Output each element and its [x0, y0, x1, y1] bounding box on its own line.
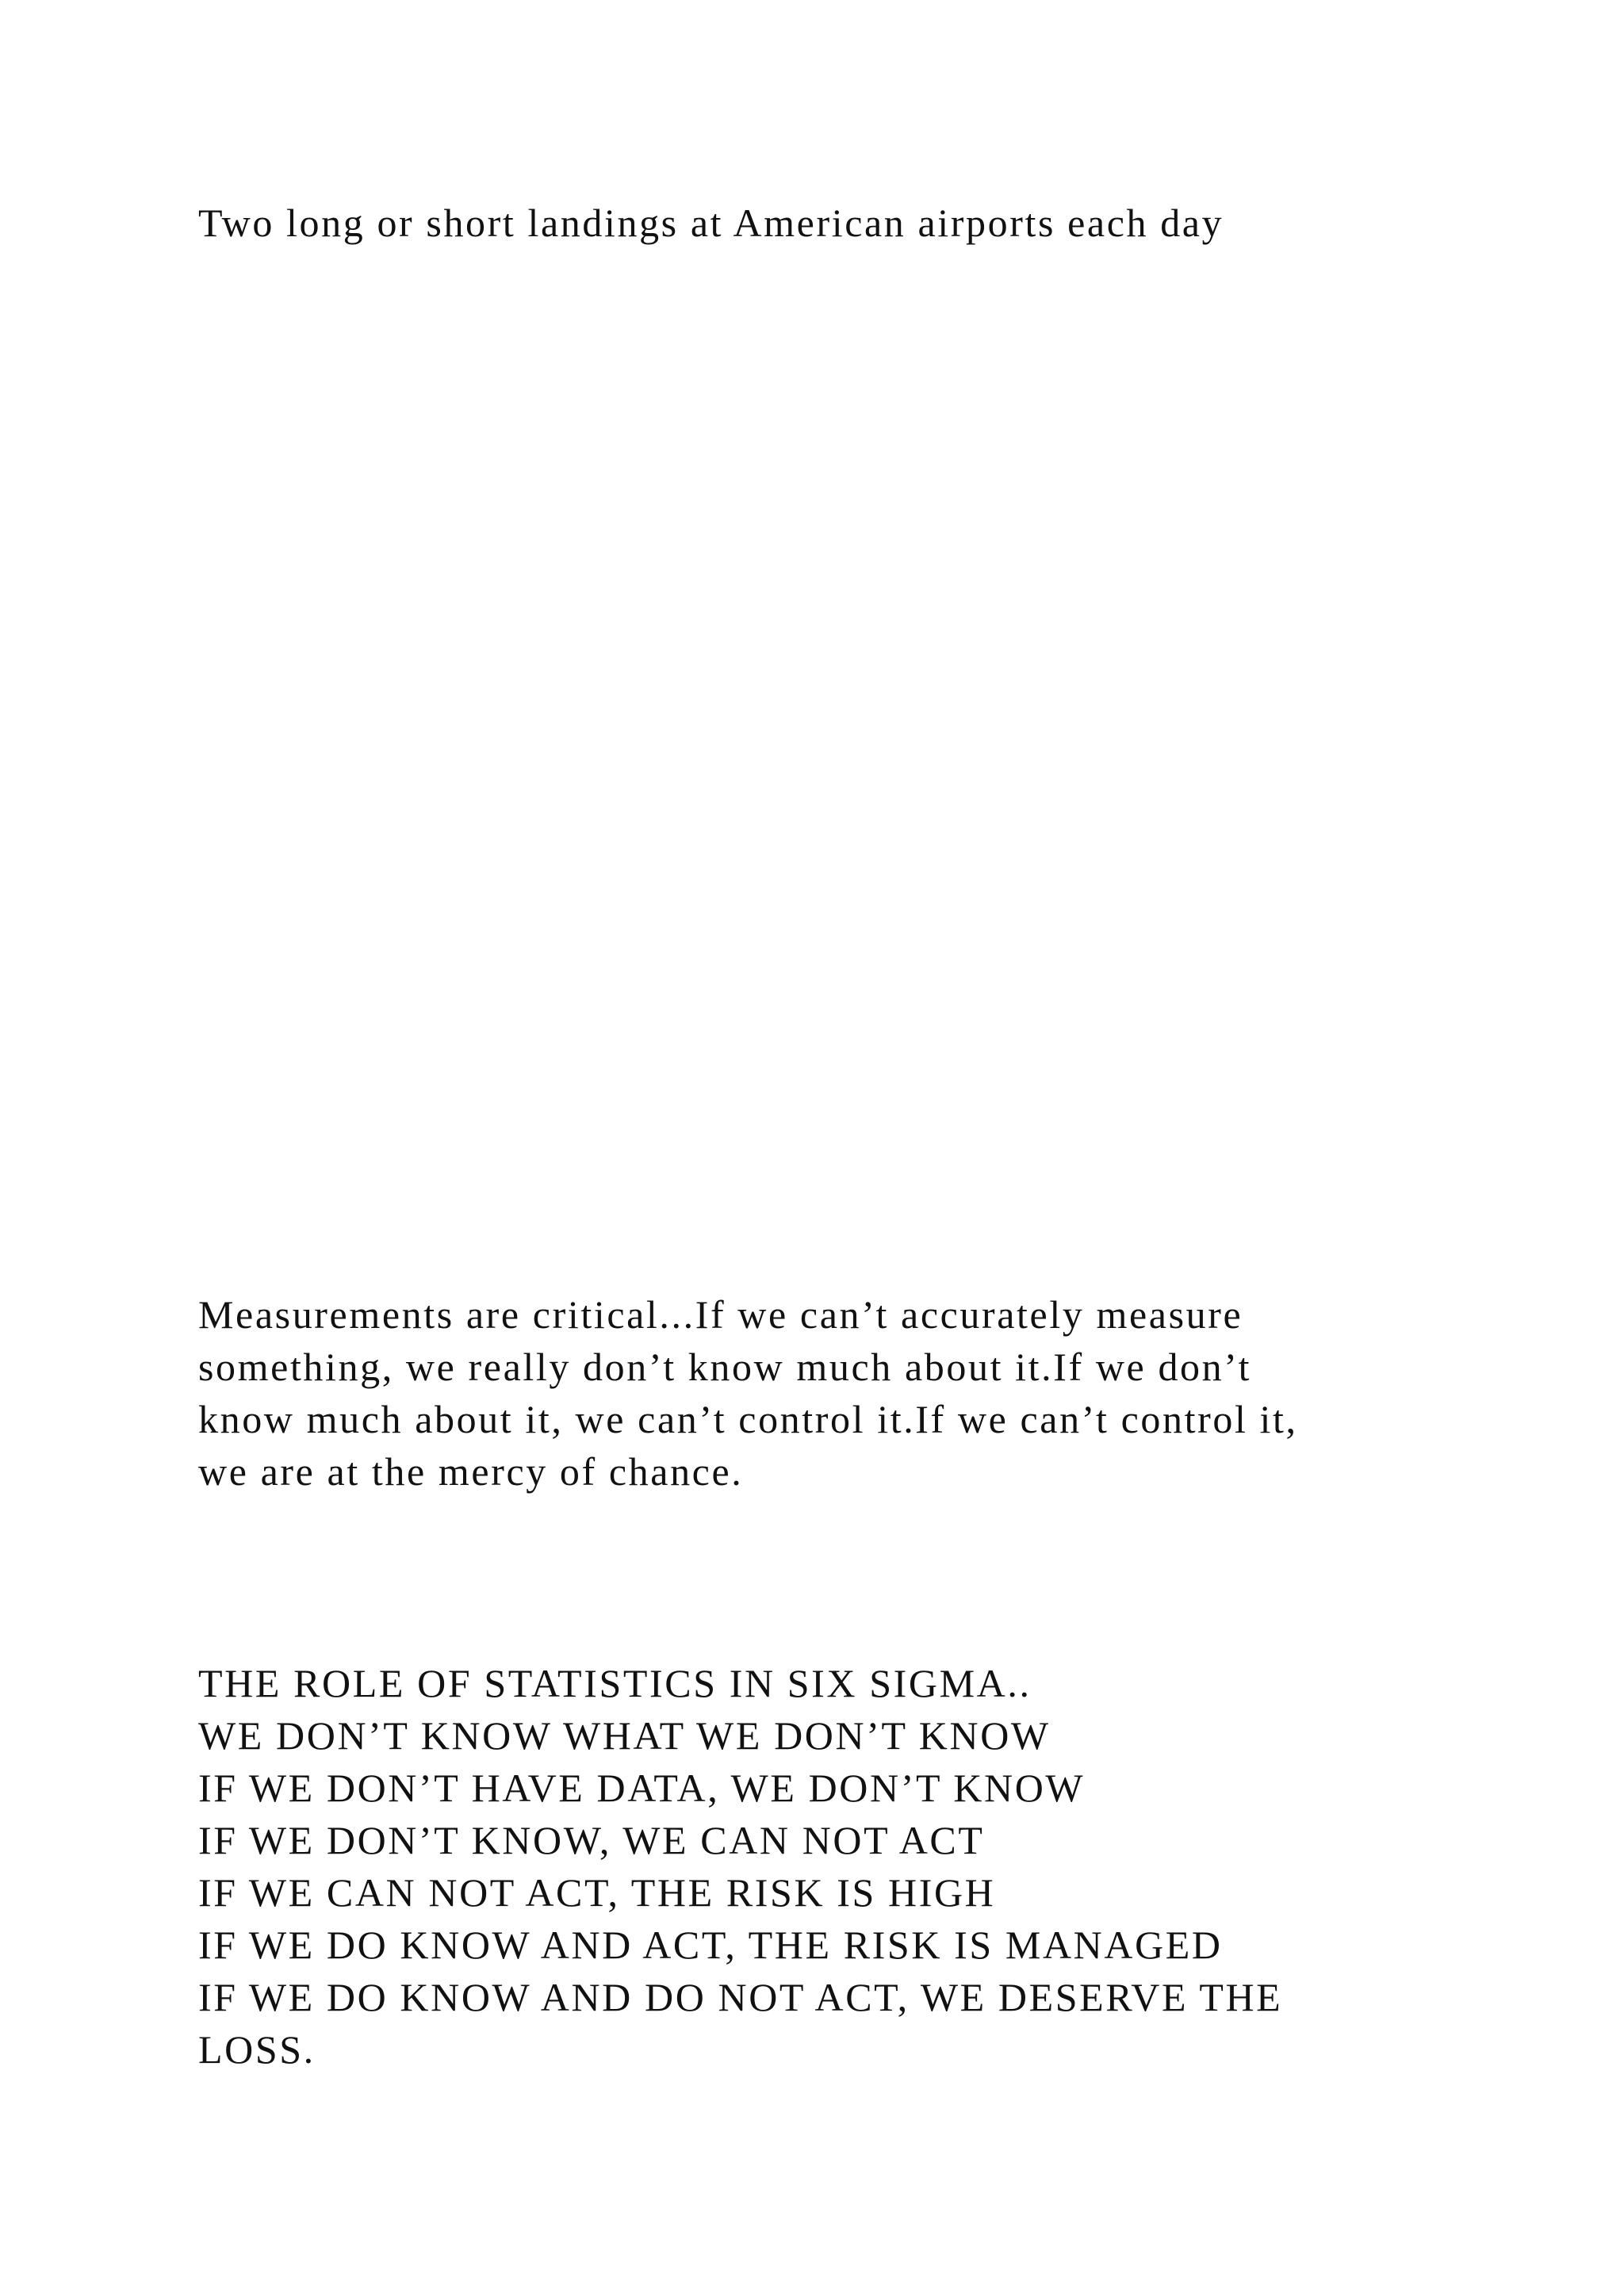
text-line: THE ROLE OF STATISTICS IN SIX SIGMA..: [198, 1661, 1032, 1705]
text-line: IF WE DON’T KNOW, WE CAN NOT ACT: [198, 1818, 985, 1862]
six-sigma-statistics-paragraph: [198, 1657, 1435, 2076]
text-line: know much about it, we can’t control it.If we can’t control it,: [198, 1397, 1298, 1441]
text-line: Measurements are critical...If we can’t accurately measure: [198, 1292, 1243, 1337]
text-line: we are at the mercy of chance.: [198, 1449, 744, 1494]
intro-heading-paragraph: [198, 197, 1435, 249]
measurements-paragraph: [198, 1288, 1435, 1498]
text-line: IF WE DO KNOW AND DO NOT ACT, WE DESERVE THE: [198, 1975, 1283, 2019]
text-line: IF WE DO KNOW AND ACT, THE RISK IS MANAGED: [198, 1923, 1223, 1967]
text-line: LOSS.: [198, 2027, 316, 2072]
text-line: IF WE CAN NOT ACT, THE RISK IS HIGH: [198, 1870, 996, 1915]
text-line: something, we really don’t know much about it.If we don’t: [198, 1345, 1252, 1389]
text-line: WE DON’T KNOW WHAT WE DON’T KNOW: [198, 1713, 1051, 1758]
text-line: IF WE DON’T HAVE DATA, WE DON’T KNOW: [198, 1766, 1086, 1810]
text-line: Two long or short landings at American airports each day: [198, 201, 1224, 245]
